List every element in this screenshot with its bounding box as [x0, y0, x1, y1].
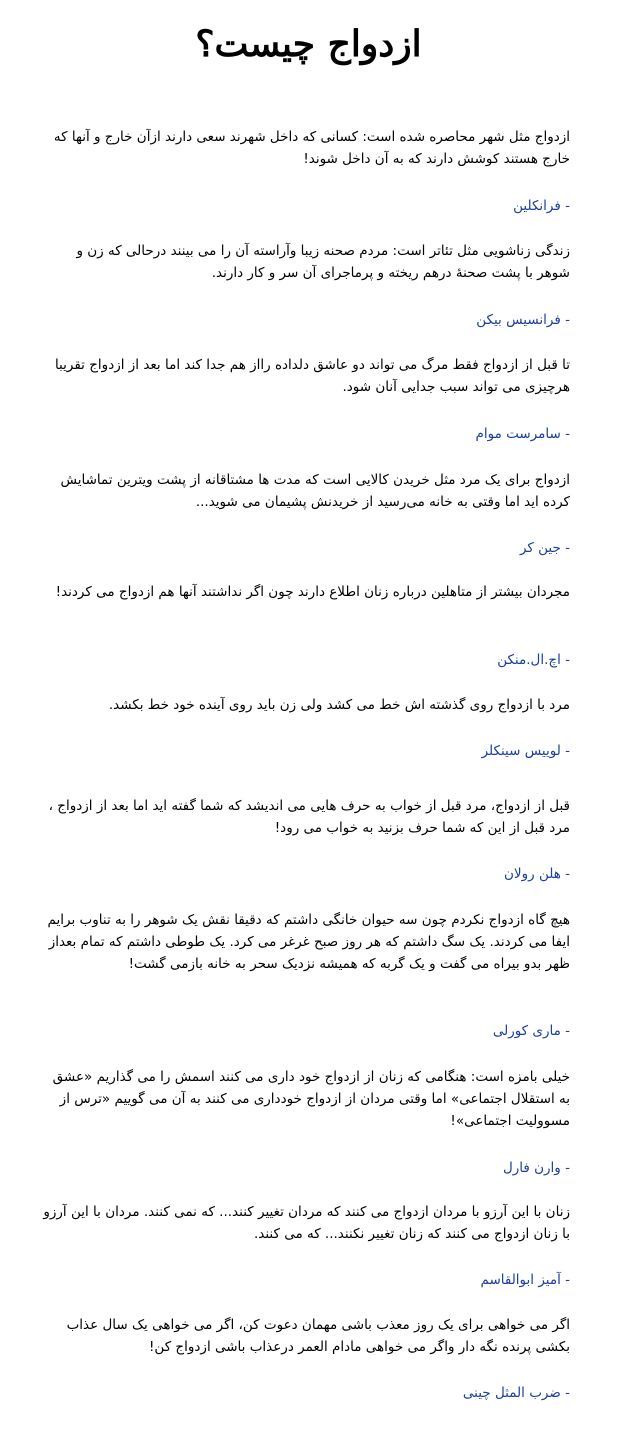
page-title: ازدواج چیست؟ [195, 23, 422, 65]
quote-text: قبل از ازدواج، مرد قبل از خواب به حرف هایی می اندیشد که شما گفته اید اما بعد از ازدواج ، مرد قبل از این که شما حرف بزنید به خواب می رود! [48, 798, 570, 836]
quote-text: تا قبل از ازدواج فقط مرگ می تواند دو عاشق دلداده رااز هم جدا کند اما بعد از ازدواج تقریبا هرچیزی می تواند سبب جدایی آنان شود. [54, 357, 570, 395]
quote-author: - آمیز ابوالقاسم [480, 1272, 570, 1288]
quote-block [40, 909, 570, 975]
quote-text: ازدواج برای یک مرد مثل خریدن کالایی است که مدت ها مشتاقانه از پشت ویترین تماشایش کرده اید اما وقتی به خانه می‌رسید از خریدنش پشیمان می شوید... [60, 472, 570, 510]
quote-block [40, 354, 570, 398]
quote-block [40, 1201, 570, 1245]
quote-author: - سامرست موام [475, 426, 570, 442]
quote-text: اگر می خواهی برای یک روز معذب باشی مهمان دعوت کن، اگر می خواهی یک سال عذاب بکشی پرنده نگه دار واگر می خواهی مادام العمر درعذاب باشی ازدواج کن! [66, 1317, 570, 1355]
quote-block [40, 1314, 570, 1358]
quote-text: مجردان بیشتر از متاهلین درباره زنان اطلاع دارند چون اگر نداشتند آنها هم ازدواج می کردند! [55, 584, 570, 600]
quote-text: هیچ گاه ازدواج نکردم چون سه حیوان خانگی داشتم که دقیقا نقش یک شوهر را به تناوب برایم ایفا می کردند. یک سگ داشتم که هر روز صبح غرغر می کرد. یک طوطی داشتم که تمام بعداز ظهر بدو بیراه می گفت و یک گربه که همیشه نزدیک سحر به خانه بازمی گشت! [47, 912, 570, 972]
quote-block [40, 126, 570, 170]
quote-author: - فرانکلین [513, 198, 570, 214]
quote-author: - وارن فارل [502, 1160, 570, 1176]
quote-text: مرد با ازدواج روی گذشته اش خط می کشد ولی زن باید روی آینده خود خط بکشد. [108, 697, 570, 713]
quote-block [40, 795, 570, 839]
quote-block [40, 581, 570, 603]
quote-author: - فرانسیس بیکن [476, 312, 570, 328]
quote-author: - ماری کورلی [492, 1023, 570, 1039]
quote-block [40, 240, 570, 284]
quote-text: خیلی بامزه است: هنگامی که زنان از ازدواج خود داری می کنند اسمش را می گذاریم «عشق به استقلال اجتماعی» اما وقتی مردان از ازدواج خودداری می کنند به آن می گوییم «ترس از مسوولیت اجتماعی»! [52, 1069, 570, 1129]
quote-block [40, 469, 570, 513]
quote-author: - اچ.ال.منکن [497, 652, 570, 668]
quote-block [40, 1066, 570, 1132]
quote-text: ازدواج مثل شهر محاصره شده است: کسانی که داخل شهرند سعی دارند ازآن خارج و آنها که خارج هستند کوشش دارند که به آن داخل شوند! [53, 129, 570, 167]
quote-author: - لوییس سینکلر [481, 743, 570, 759]
quote-block [40, 694, 570, 716]
quote-author: - هلن رولان [504, 866, 570, 882]
quote-author: - ضرب المثل چینی [462, 1385, 570, 1401]
quote-text: زندگی زناشویی مثل تئاتر است: مردم صحنه زیبا وآراسته آن را می بینند درحالی که زن و شوهر با پشت صحنهٔ درهم ریخته و پرماجرای آن سر و کار دارند. [76, 243, 570, 281]
quote-author: - جین کر [519, 540, 570, 556]
quote-text: زنان با این آرزو با مردان ازدواج می کنند که مردان تغییر کنند... که نمی کنند. مردان با این آرزو با زنان ازدواج می کنند که زنان تغییر نکنند... که می کنند. [43, 1204, 570, 1242]
